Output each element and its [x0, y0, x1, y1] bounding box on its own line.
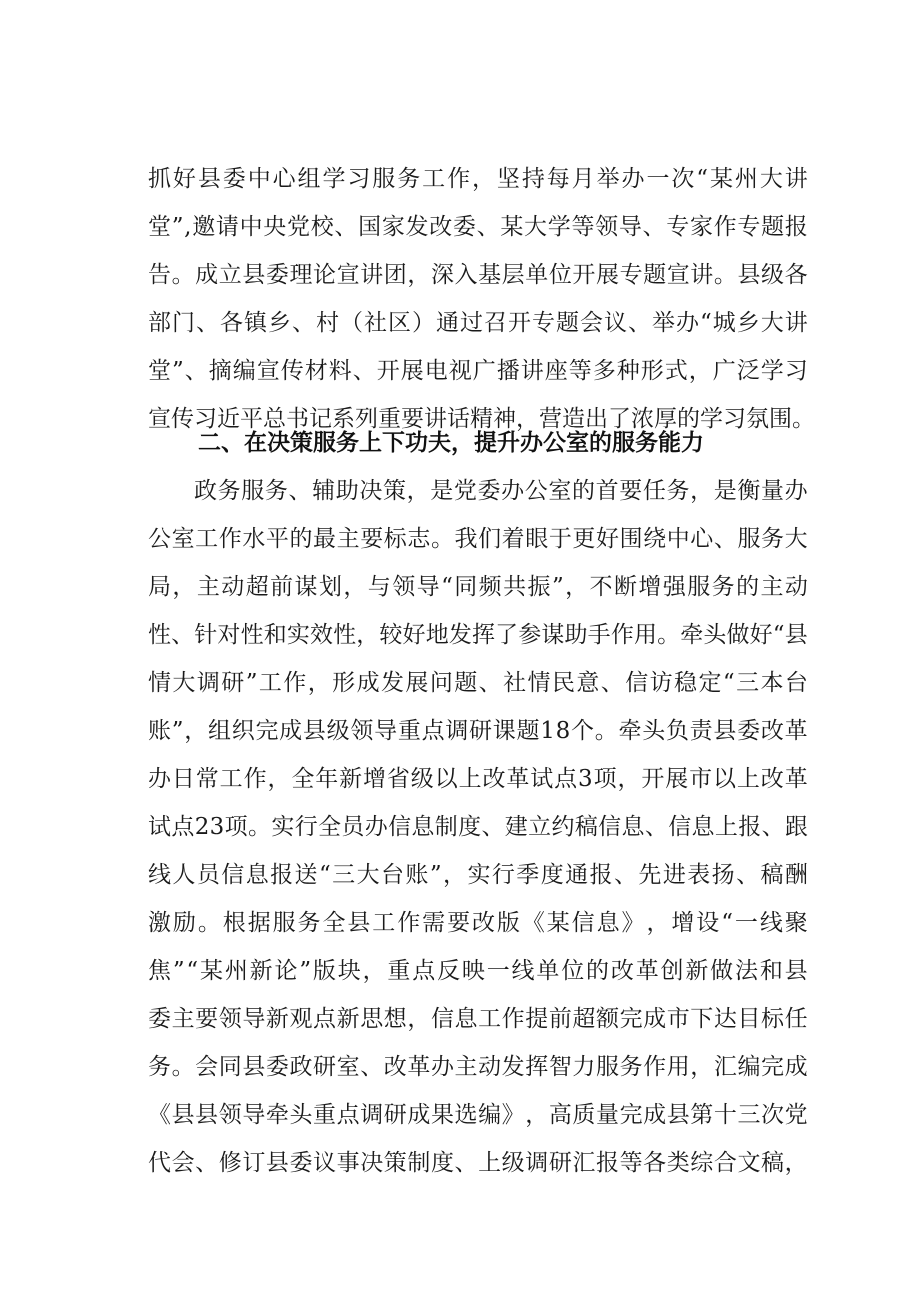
- text-line: 告 。 成 立 县 委 理 论 宣 讲 团 ， 深 入 基 层 单 位 开 展 专 题 宣 讲 。 县 级 各: [148, 262, 808, 288]
- text-line: 堂 ” , 邀 请 中 央 党 校 、 国 家 发 改 委 、 某 大 学 等 领 导 、 专 家 作 专 题 报: [148, 214, 808, 240]
- text-line: 办 日 常 工 作 ， 全 年 新 增 省 级 以 上 改 革 试 点 3 项 ， 开 展 市 以 上 改 革: [148, 766, 808, 792]
- text-line: 抓 好 县 委 中 心 组 学 习 服 务 工 作 ， 坚 持 每 月 举 办 一 次 “ 某 州 大 讲: [148, 166, 808, 192]
- text-line: 务 。 会 同 县 委 政 研 室 、 改 革 办 主 动 发 挥 智 力 服 务 作 用 ， 汇 编 完 成: [148, 1054, 808, 1080]
- text-line: 委 主 要 领 导 新 观 点 新 思 想 ， 信 息 工 作 提 前 超 额 完 成 市 下 达 目 标 任: [148, 1006, 808, 1032]
- text-line: 情 大 调 研 ” 工 作 ， 形 成 发 展 问 题 、 社 情 民 意 、 信 访 稳 定 “ 三 本 台: [148, 670, 808, 696]
- text-line: 《 县 县 领 导 牵 头 重 点 调 研 成 果 选 编 》 ， 高 质 量 完 成 县 第 十 三 次 党: [148, 1102, 808, 1128]
- text-line: 公 室 工 作 水 平 的 最 主 要 标 志 。 我 们 着 眼 于 更 好 围 绕 中 心 、 服 务 大: [148, 526, 808, 552]
- text-line: 局 ， 主 动 超 前 谋 划 ， 与 领 导 “ 同 频 共 振 ” ， 不 断 增 强 服 务 的 主 动: [148, 574, 808, 600]
- text-line: 宣 传 习 近 平 总 书 记 系 列 重 要 讲 话 精 神 ， 营 造 出 了 浓 厚 的 学 习 氛 围 。: [148, 406, 815, 432]
- text-line: 部 门 、 各 镇 乡 、 村 （ 社 区 ） 通 过 召 开 专 题 会 议 、 举 办 “ 城 乡 大 讲: [148, 310, 808, 336]
- paragraph-learning-service: [148, 155, 815, 443]
- text-line: 线 人 员 信 息 报 送 “ 三 大 台 账 ” ， 实 行 季 度 通 报 、 先 进 表 扬 、 稿 酬: [148, 862, 808, 888]
- text-line: 试 点 2 3 项 。 实 行 全 员 办 信 息 制 度 、 建 立 约 稿 信 息 、 信 息 上 报 、 跟: [148, 814, 808, 840]
- text-line: 性 、 针 对 性 和 实 效 性 ， 较 好 地 发 挥 了 参 谋 助 手 作 用 。 牵 头 做 好 “ 县: [148, 622, 808, 648]
- text-line: 政 务 服 务 、 辅 助 决 策 ， 是 党 委 办 公 室 的 首 要 任 务 ， 是 衡 量 办: [194, 478, 808, 504]
- text-line: 账 ” ， 组 织 完 成 县 级 领 导 重 点 调 研 课 题 1 8 个 。 牵 头 负 责 县 委 改 革: [148, 718, 808, 744]
- text-line: 堂 ” 、 摘 编 宣 传 材 料 、 开 展 电 视 广 播 讲 座 等 多 种 形 式 ， 广 泛 学 习: [148, 358, 808, 384]
- text-line: 代 会 、 修 订 县 委 议 事 决 策 制 度 、 上 级 调 研 汇 报 等 各 类 综 合 文 稿 ，: [148, 1150, 808, 1176]
- paragraph-decision-service: [148, 467, 808, 1187]
- section-heading: 二、在决策服务上下功夫，提升办公室的服务能力: [198, 430, 704, 456]
- text-line: 焦 ” “ 某 州 新 论 ” 版 块 ， 重 点 反 映 一 线 单 位 的 改 革 创 新 做 法 和 县: [148, 958, 808, 984]
- text-line: 激 励 。 根 据 服 务 全 县 工 作 需 要 改 版 《 某 信 息 》 ， 增 设 “ 一 线 聚: [148, 910, 808, 936]
